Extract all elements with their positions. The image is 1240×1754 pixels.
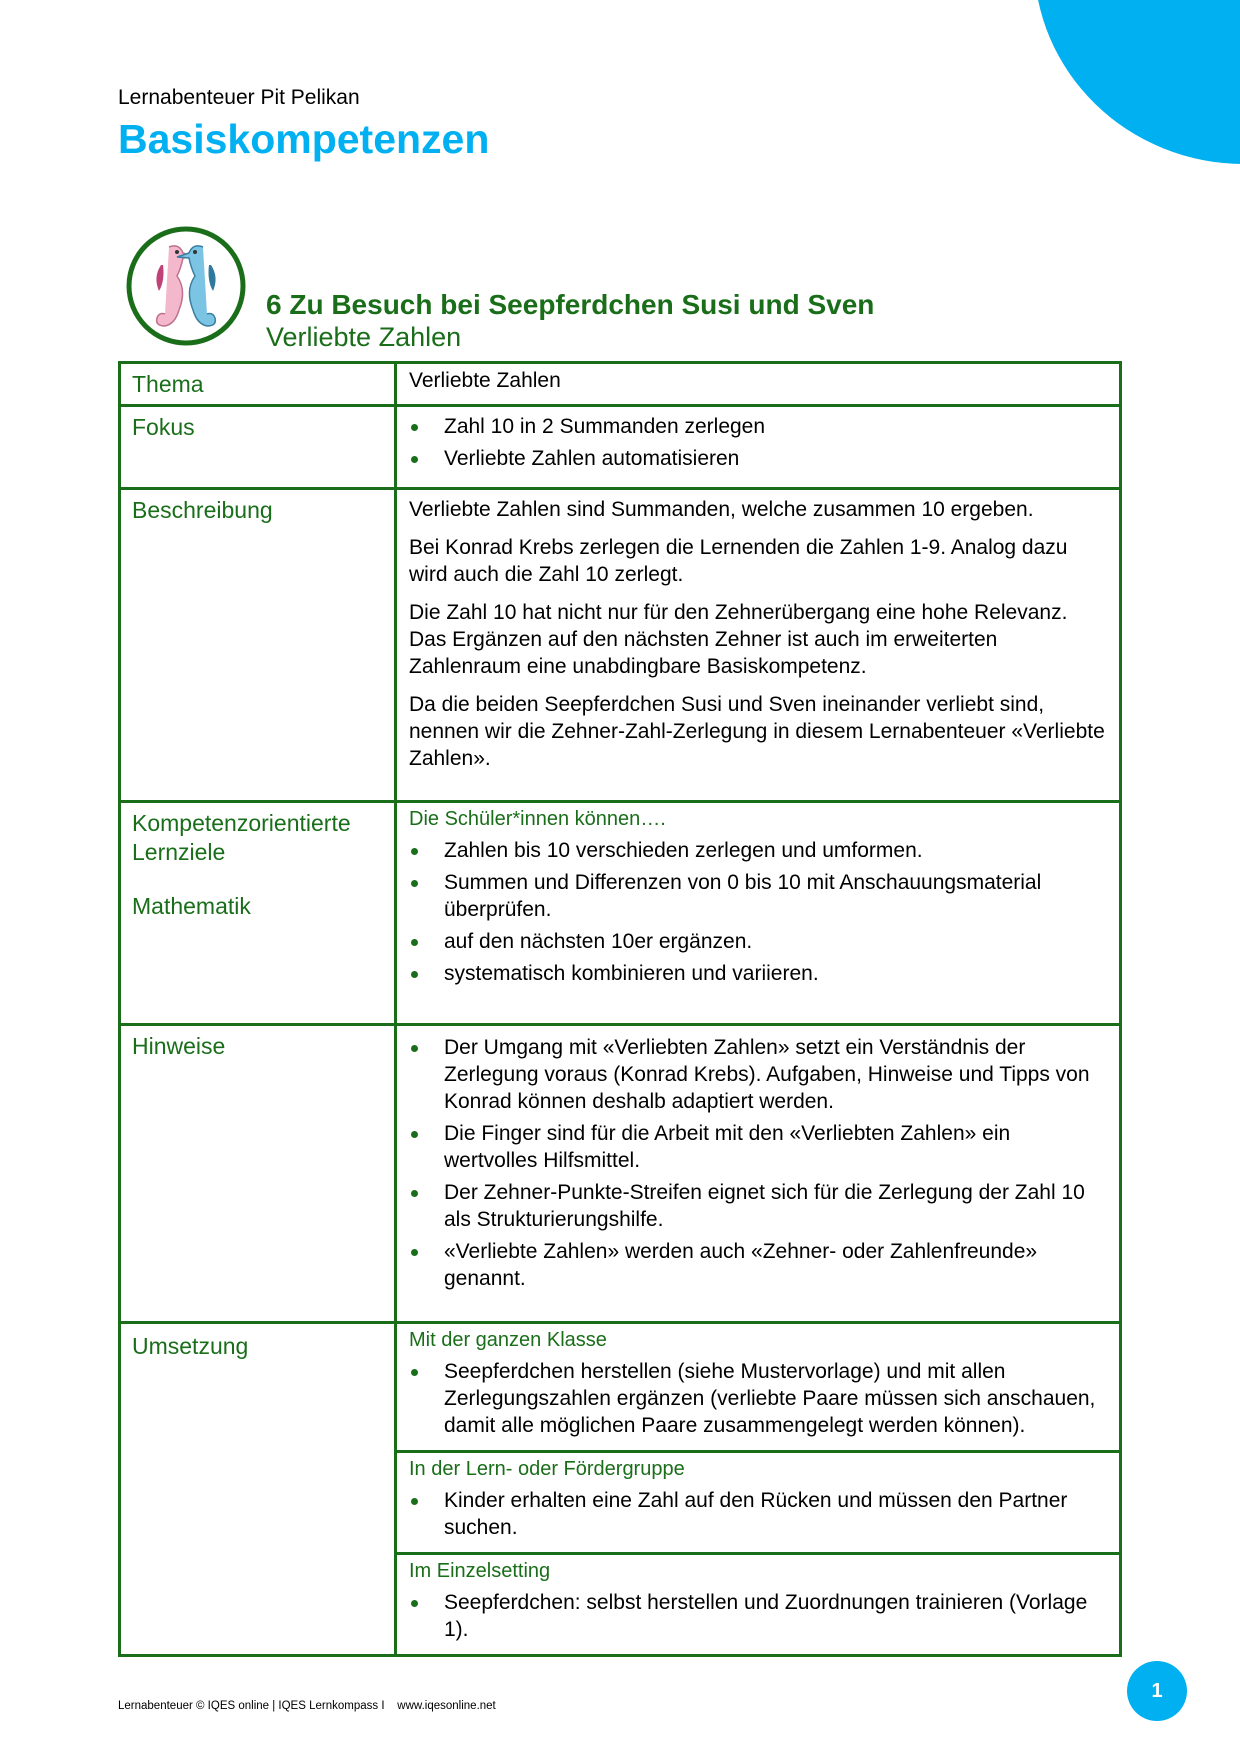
list-item: Seepferdchen herstellen (siehe Mustervorlage) und mit allen Zerlegungszahlen ergänzen (verliebte Paare müssen sich anschauen, damit alle möglichen Paare zusammengelegt werden können).: [409, 1358, 1105, 1439]
hinweise-list: [409, 1034, 1105, 1292]
section-heading: Im Einzelsetting: [409, 1560, 551, 1582]
list-item: Seepferdchen: selbst herstellen und Zuordnungen trainieren (Vorlage 1).: [409, 1589, 1105, 1643]
row-value: [396, 1323, 1121, 1656]
row-value: [396, 406, 1121, 489]
list-item: Der Umgang mit «Verliebten Zahlen» setzt ein Verständnis der Zerlegung voraus (Konrad Krebs). Aufgaben, Hinweise und Tipps von Konrad können deshalb adaptiert werden.: [409, 1034, 1105, 1115]
section-list: [409, 1358, 1105, 1439]
table-row-lernziele: [120, 802, 1121, 1025]
lernziele-list: [409, 837, 1105, 987]
row-label: Beschreibung: [120, 489, 396, 802]
row-value: [396, 1025, 1121, 1323]
list-item: Der Zehner-Punkte-Streifen eignet sich für die Zerlegung der Zahl 10 als Strukturierungshilfe.: [409, 1179, 1105, 1233]
section-list: [409, 1589, 1105, 1643]
label-line: Lernziele: [132, 839, 226, 865]
page-number-badge: 1: [1127, 1661, 1187, 1721]
table-row-umsetzung: [120, 1323, 1121, 1656]
chapter-subtitle: Verliebte Zahlen: [266, 322, 462, 352]
list-item: Die Finger sind für die Arbeit mit den «Verliebten Zahlen» ein wertvolles Hilfsmittel.: [409, 1120, 1105, 1174]
decorative-corner-shape: [1034, 0, 1240, 164]
list-item: Verliebte Zahlen automatisieren: [409, 445, 1105, 472]
paragraph: Bei Konrad Krebs zerlegen die Lernenden die Zahlen 1-9. Analog dazu wird auch die Zahl 10 zerlegt.: [409, 536, 1068, 586]
seahorses-logo-icon: [125, 225, 247, 347]
footer-text: Lernabenteuer © IQES online | IQES Lernkompass I www.iqesonline.net: [118, 1700, 496, 1712]
section-list: [409, 1487, 1105, 1541]
chapter-title: 6 Zu Besuch bei Seepferdchen Susi und Sven: [266, 289, 875, 320]
table-row-thema: [120, 363, 1121, 406]
list-item: systematisch kombinieren und variieren.: [409, 960, 1105, 987]
list-item: Kinder erhalten eine Zahl auf den Rücken und müssen den Partner suchen.: [409, 1487, 1105, 1541]
table-row-beschreibung: [120, 489, 1121, 802]
row-label: Umsetzung: [120, 1323, 396, 1656]
list-item: Zahlen bis 10 verschieden zerlegen und umformen.: [409, 837, 1105, 864]
list-item: «Verliebte Zahlen» werden auch «Zehner- oder Zahlenfreunde» genannt.: [409, 1238, 1105, 1292]
lernziele-intro: Die Schüler*innen können….: [409, 808, 666, 830]
umsetzung-section-group: [397, 1450, 1119, 1552]
subject-label: Mathematik: [132, 893, 251, 919]
umsetzung-section-class: [397, 1324, 1119, 1450]
table-row-fokus: [120, 406, 1121, 489]
paragraph: Die Zahl 10 hat nicht nur für den Zehnerübergang eine hohe Relevanz. Das Ergänzen auf den nächsten Zehner ist auch im erweiterten Zahlenraum eine unabdingbare Basiskompetenz.: [409, 601, 1068, 678]
row-label: Fokus: [120, 406, 396, 489]
fokus-list: [409, 413, 1105, 472]
row-value: [396, 489, 1121, 802]
row-label: Thema: [120, 363, 396, 406]
overview-table: [118, 361, 1122, 1657]
row-value: [396, 363, 1121, 406]
paragraph: Da die beiden Seepferdchen Susi und Sven ineinander verliebt sind, nennen wir die Zehner-Zahl-Zerlegung in diesem Lernabenteuer «Verliebte Zahlen».: [409, 693, 1105, 770]
thema-value: Verliebte Zahlen: [409, 369, 561, 392]
row-label: [120, 802, 396, 1025]
paragraph: Verliebte Zahlen sind Summanden, welche zusammen 10 ergeben.: [409, 498, 1034, 521]
table-row-hinweise: [120, 1025, 1121, 1323]
row-value: [396, 802, 1121, 1025]
section-heading: In der Lern- oder Fördergruppe: [409, 1458, 685, 1480]
list-item: auf den nächsten 10er ergänzen.: [409, 928, 1105, 955]
label-line: Kompetenzorientierte: [132, 810, 351, 836]
section-heading: Mit der ganzen Klasse: [409, 1329, 607, 1351]
list-item: Zahl 10 in 2 Summanden zerlegen: [409, 413, 1105, 440]
series-label: Lernabenteuer Pit Pelikan: [118, 86, 360, 109]
page-title: Basiskompetenzen: [118, 116, 490, 162]
umsetzung-section-individual: [397, 1552, 1119, 1654]
list-item: Summen und Differenzen von 0 bis 10 mit Anschauungsmaterial überprüfen.: [409, 869, 1105, 923]
row-label: Hinweise: [120, 1025, 396, 1323]
